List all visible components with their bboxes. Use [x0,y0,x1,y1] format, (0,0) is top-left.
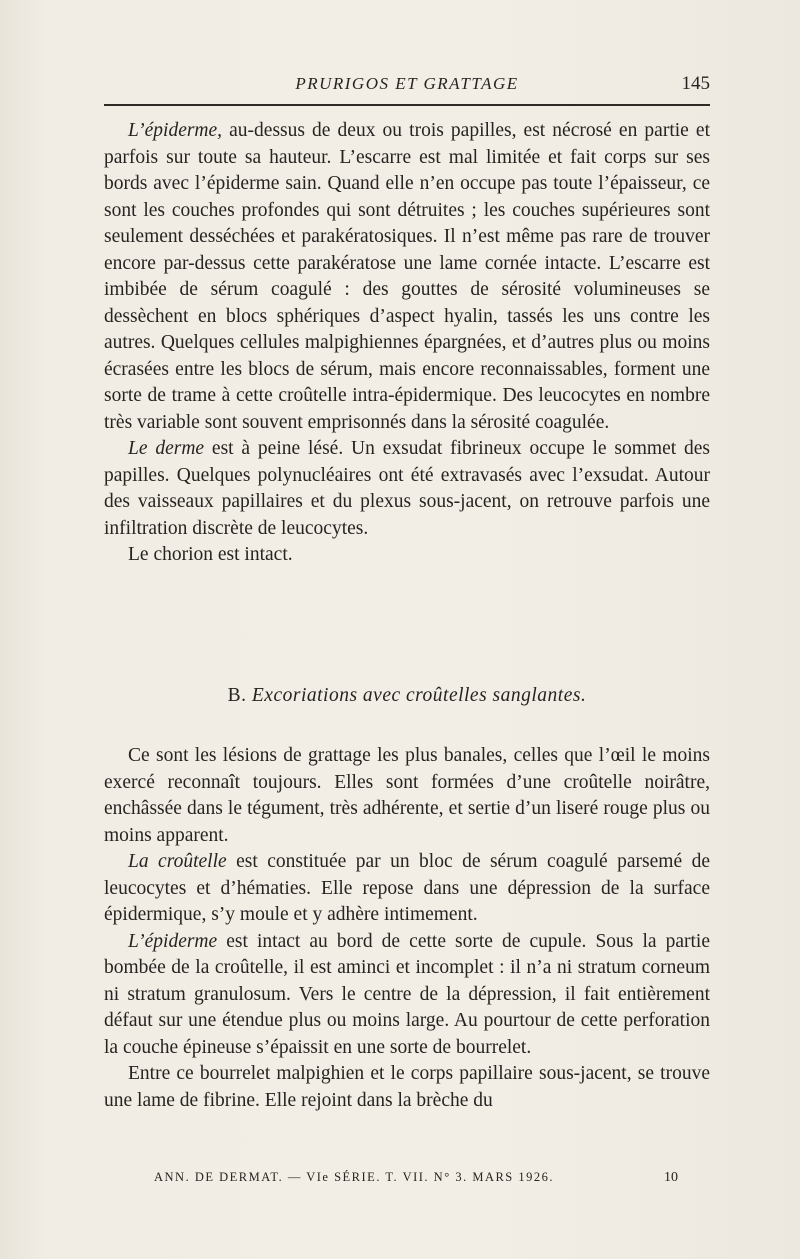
section-label: B. [227,685,247,706]
section-title: Excoriations avec croûtelles sanglantes. [251,685,587,706]
paragraph-croutelle [104,849,710,929]
paragraph-chorion: Le chorion est intact. [128,544,293,565]
paragraph-lead: L’épiderme [128,930,218,952]
paragraph-derme [104,436,710,542]
section-b-text [104,743,710,1114]
paragraph-body: est à peine lésé. Un exsudat fibrineux occupe le sommet des papilles. Quelques polynucléaires ont été extravasés avec l’exsudat. Autour des vaisseaux papillaires et du plexus sous-jacent, on retrouve parfois une infiltration discrète de leucocytes. [104,438,710,539]
header-rule [104,104,710,106]
section-a-text [104,118,710,569]
paragraph-lead: Le derme [128,438,205,459]
signature-mark: 10 [664,1170,678,1185]
paragraph-body: au-dessus de deux ou trois papilles, est nécrosé en partie et parfois sur toute sa hauteur. L’escarre est mal limitée et fait corps sur ses bords avec l’épiderme sain. Quand elle n’en occupe pas toute l’épaisseur, ce sont les couches profondes qui sont détruites ; les couches supérieures sont seulement desséchées et parakératosiques. Il n’est même pas rare de trouver encore par-dessus cette parakératose une lame cornée intacte. L’escarre est imbibée de sérum coagulé : des gouttes de sérosité volumineuses se dessèchent en blocs sphériques d’aspect hyalin, tassés les uns contre les autres. Quelques cellules malpighiennes épargnées, et d’autres plus ou moins écrasées entre les blocs de sérum, mais encore reconnaissables, forment une sorte de trame à cette croûtelle intra-épidermique. Des leucocytes en nombre très variable sont souvent emprisonnés dans la sérosité coagulée. [104,120,710,433]
paragraph-epiderme [104,118,710,436]
paragraph-bourrelet: Entre ce bourrelet malpighien et le corps papillaire sous-jacent, se trouve une lame de fibrine. Elle rejoint dans la brèche du [104,1063,710,1111]
paragraph-lead: La croûtelle [128,851,227,872]
page-header [104,72,710,96]
paragraph-epiderme-b [104,929,710,1062]
journal-reference: ANN. DE DERMAT. — VIe SÉRIE. T. VII. N° 3. MARS 1926. [154,1170,555,1184]
section-b-heading [104,685,710,707]
page-footer [104,1170,710,1190]
running-title: PRURIGOS ET GRATTAGE [295,74,519,93]
paragraph-body: est constituée par un bloc de sérum coagulé parsemé de leucocytes et d’hématies. Elle repose dans une dépression de la surface épidermique, s’y moule et y adhère intimement. [104,851,710,925]
page-number: 145 [681,73,710,94]
paragraph-body: est intact au bord de cette sorte de cupule. Sous la partie bombée de la croûtelle, il est aminci et incomplet : il n’a ni stratum corneum ni stratum granulosum. Vers le centre de la dépression, il fait entièrement défaut sur une étendue plus ou moins large. Au pourtour de cette perforation la couche épineuse s’épaissit en une sorte de bourrelet. [104,930,710,1058]
paragraph-intro: Ce sont les lésions de grattage les plus banales, celles que l’œil le moins exercé reconnaît toujours. Elles sont formées d’une croûtelle noirâtre, enchâssée dans le tégument, très adhérente, et sertie d’un liseré rouge plus ou moins apparent. [104,745,710,846]
paragraph-lead: L’épiderme, [128,120,223,141]
